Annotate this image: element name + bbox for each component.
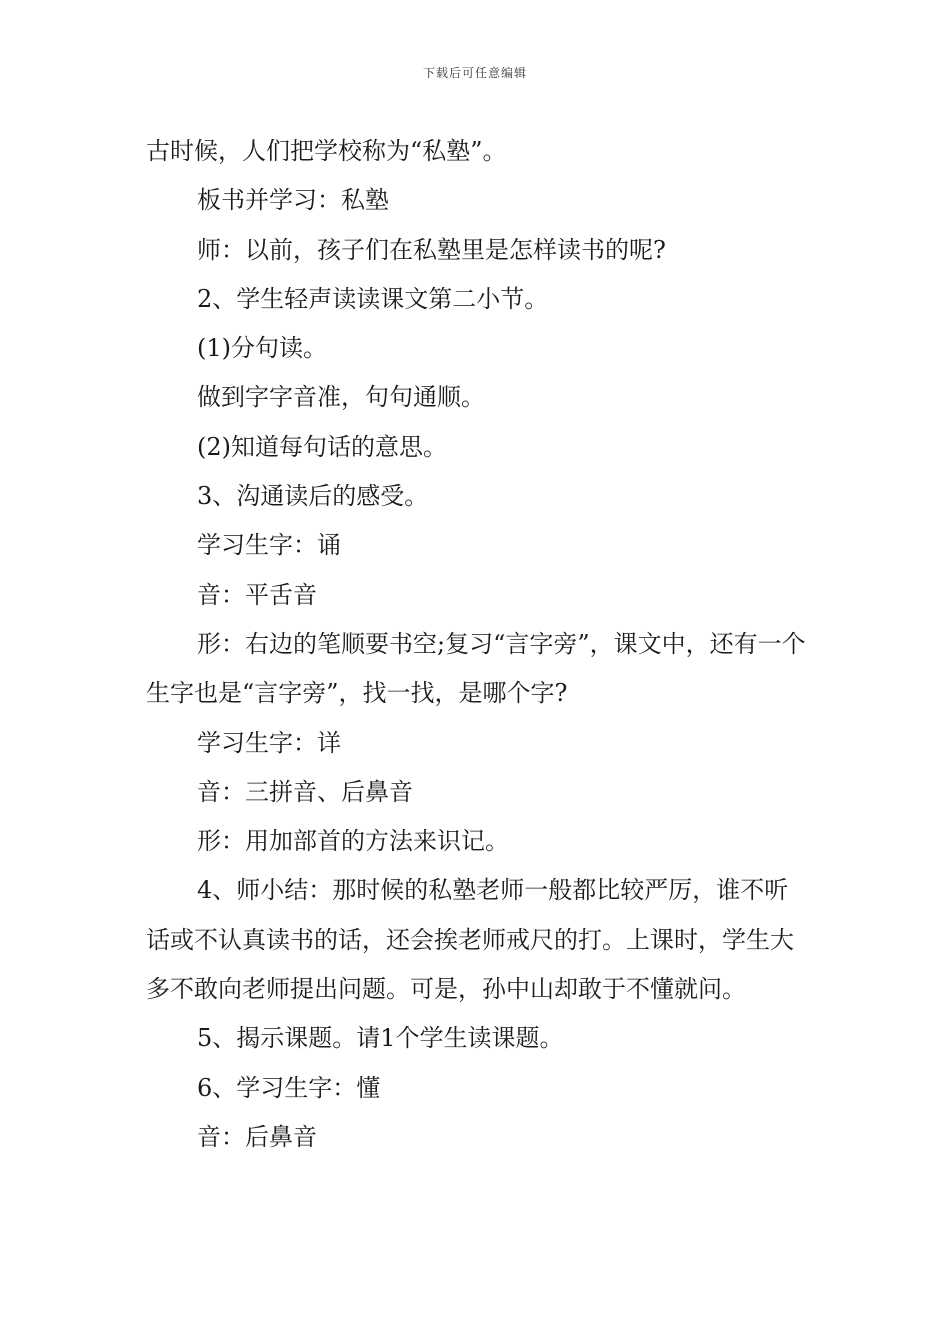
paragraph: 6、学习生字：懂 bbox=[197, 1073, 381, 1102]
paragraph: 2、学生轻声读读课文第二小节。 bbox=[197, 284, 549, 313]
paragraph: 音：后鼻音 bbox=[197, 1122, 317, 1151]
paragraph: (2)知道每句话的意思。 bbox=[197, 432, 447, 461]
paragraph: (1)分句读。 bbox=[197, 334, 327, 363]
paragraph: 板书并学习：私塾 bbox=[197, 186, 389, 215]
paragraph: 古时候，人们把学校称为“私塾”。 bbox=[146, 137, 507, 165]
paragraph: 5、揭示课题。请1个学生读课题。 bbox=[197, 1024, 564, 1053]
paragraph: 形：用加部首的方法来识记。 bbox=[197, 827, 509, 856]
paragraph: 学习生字：详 bbox=[197, 728, 341, 757]
paragraph: 学习生字：诵 bbox=[197, 531, 341, 560]
paragraph: 音：三拼音、后鼻音 bbox=[197, 777, 413, 806]
paragraph: 3、沟通读后的感受。 bbox=[197, 482, 429, 511]
paragraph: 师：以前，孩子们在私塾里是怎样读书的呢? bbox=[197, 235, 666, 264]
paragraph: 4、师小结：那时候的私塾老师一般都比较严厉，谁不听话或不认真读书的话，还会挨老师戒尺的打。上课时，学生大多不敢向老师提出问题。可是，孙中山却敢于不懂就问。 bbox=[146, 876, 794, 1004]
page-header: 下载后可任意编辑 bbox=[422, 66, 527, 80]
paragraph: 形：右边的笔顺要书空;复习“言字旁”，课文中，还有一个生字也是“言字旁”，找一找，是哪个字? bbox=[146, 629, 806, 708]
paragraph: 音：平舌音 bbox=[197, 580, 317, 609]
paragraph: 做到字字音准，句句通顺。 bbox=[197, 383, 485, 412]
document-body bbox=[146, 127, 808, 1162]
